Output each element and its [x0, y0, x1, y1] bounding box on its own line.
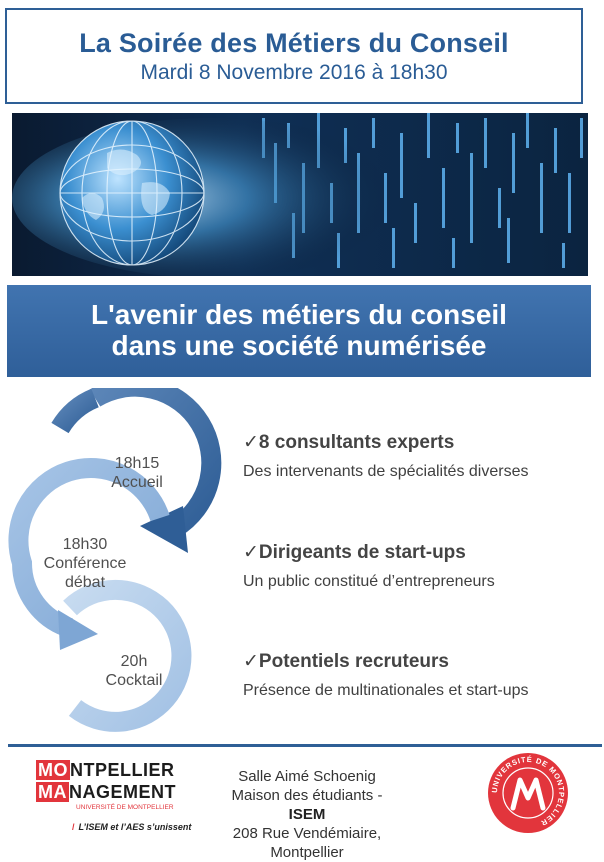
feature-title-1: 8 consultants experts	[258, 432, 455, 453]
theme-line-1: L'avenir des métiers du conseil	[91, 299, 507, 330]
checkmark-icon: ✓	[243, 432, 259, 453]
schedule-time-2: 18h30	[62, 536, 108, 553]
checkmark-icon: ✓	[243, 651, 259, 672]
checkmark-icon: ✓	[243, 542, 259, 563]
montpellier-management-logo: MO NTPELLIER MA NAGEMENT UNIVERSITÉ DE MONTPELLIER / L’ISEM et l’AES s’unissent	[38, 760, 192, 832]
arrow-head-2	[58, 610, 98, 650]
schedule-time-3: 20h	[120, 653, 148, 670]
venue-room: Salle Aimé Schoenig	[238, 768, 376, 785]
schedule-time-1: 18h15	[114, 455, 160, 472]
feature-3	[243, 650, 603, 700]
feature-title-3: Potentiels recruteurs	[258, 651, 449, 672]
globe-illustration	[12, 113, 588, 276]
globe-banner-image	[12, 113, 588, 276]
logo-tagline: / L’ISEM et l’AES s’unissent	[72, 822, 192, 832]
event-date: Mardi 8 Novembre 2016 à 18h30	[140, 61, 448, 84]
feature-title-2: Dirigeants de start-ups	[258, 542, 466, 563]
schedule-label-2: Conférence	[43, 555, 127, 572]
footer-divider	[8, 744, 602, 747]
venue-street: 208 Rue Vendémiaire, Montpellier	[232, 825, 382, 861]
schedule-diagram	[0, 388, 240, 733]
theme-banner	[7, 285, 591, 377]
schedule-label-3: Cocktail	[105, 672, 163, 689]
schedule-label-1: Accueil	[111, 474, 163, 491]
schedule-item-3	[69, 652, 199, 690]
venue-address	[212, 767, 402, 862]
schedule-label-2b: débat	[64, 574, 106, 591]
feature-1	[243, 431, 603, 481]
event-header	[5, 8, 583, 104]
red-bar-icon: /	[72, 822, 75, 832]
feature-2	[243, 541, 603, 591]
theme-line-2: dans une société numérisée	[111, 330, 487, 361]
event-title: La Soirée des Métiers du Conseil	[79, 28, 509, 58]
feature-desc-3: Présence de multinationales et start-ups	[243, 682, 529, 699]
feature-desc-2: Un public constitué d’entrepreneurs	[243, 573, 495, 590]
schedule-item-1	[72, 454, 202, 492]
seal-text: UNIVERSITÉ DE MONTPELLIER	[489, 754, 567, 828]
feature-desc-1: Des intervenants de spécialités diverses	[243, 463, 529, 480]
venue-building: Maison des étudiants - ISEM	[231, 787, 383, 823]
logo-university: UNIVERSITÉ DE MONTPELLIER	[76, 804, 174, 811]
schedule-item-2	[20, 535, 150, 592]
university-seal-logo	[487, 752, 569, 834]
